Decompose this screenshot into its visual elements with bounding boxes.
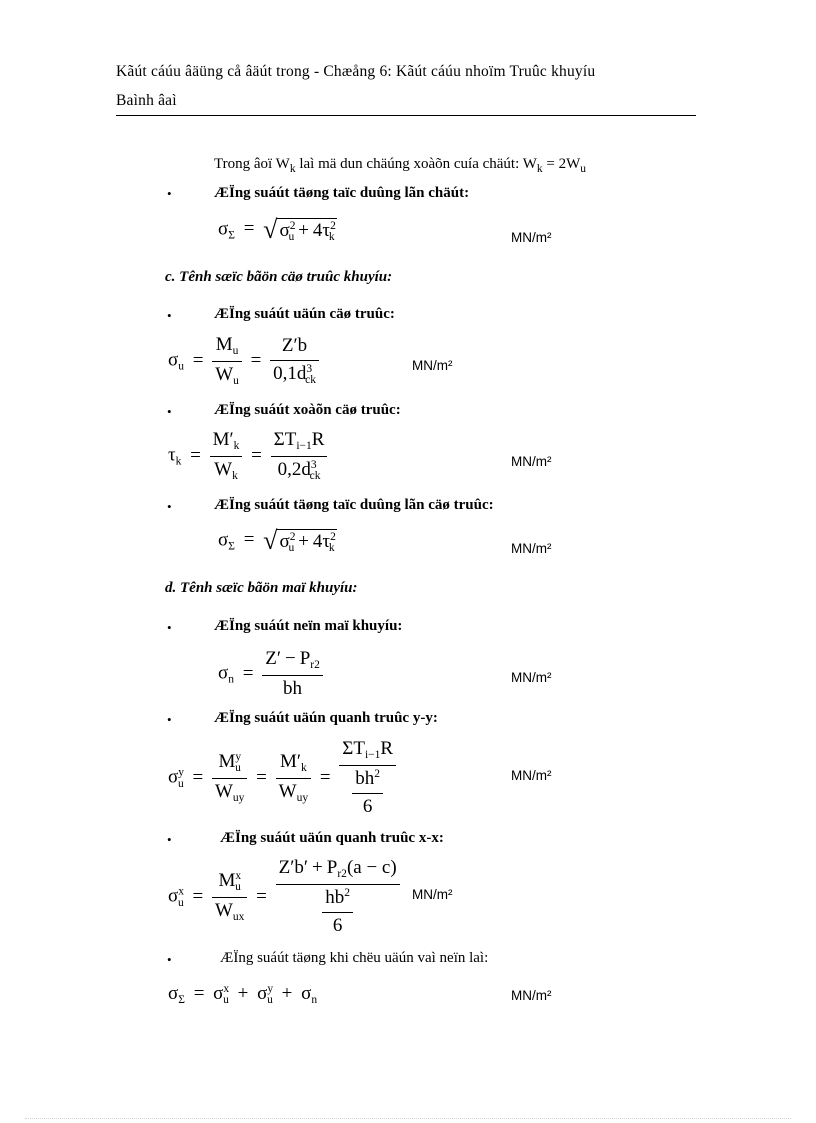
equation-bending-yy: $\sigma^y_u$ = $\frac{M^y_u}{W_{uy}}$ = $\frac{M'_k}{W_{uy}}$ = $\frac{\Sigma T_{i-1}R}{\frac{bh^2}{6}}$ bbox=[168, 738, 396, 818]
section-heading-d: d. Tênh sæïc bãön maï khuyíu: bbox=[165, 580, 358, 596]
bullet-3-marker: • bbox=[167, 404, 172, 419]
bullet-7-text: ÆÏng suáút uäún quanh truûc x-x: bbox=[220, 830, 444, 846]
intro-sentence: Trong âoï $W_k$ laì mä dun chäúng xoàõn cuía chäút: $W_k = 2W_u$ bbox=[214, 156, 587, 175]
running-header-line2: Baình âaì bbox=[116, 92, 177, 109]
equation-torsion-journal: $\tau_k$ = $\frac{M'_k}{W_k}$ = $\frac{\Sigma T_{i-1}R}{0,2d^3_{ck}}$ bbox=[168, 429, 327, 484]
header-rule bbox=[116, 115, 696, 116]
equation-compression-web: $\sigma_n$ = $\frac{Z' - P_{r2}}{bh}$ bbox=[218, 648, 323, 701]
bullet-5-marker: • bbox=[167, 620, 172, 635]
section-heading-c: c. Tênh sæïc bãön cäø truûc khuyíu: bbox=[165, 269, 393, 285]
unit-label: MN/m² bbox=[511, 454, 552, 469]
equation-total-stress-web: $\sigma_\Sigma = \sigma^x_u + \sigma^y_u + \sigma_n$ bbox=[168, 983, 318, 1006]
bullet-1-text: ÆÏng suáút täøng taïc duûng lãn chäút: bbox=[214, 185, 470, 201]
unit-label: MN/m² bbox=[412, 358, 453, 373]
bullet-7-marker: • bbox=[167, 832, 172, 847]
unit-label: MN/m² bbox=[511, 541, 552, 556]
bullet-3-text: ÆÏng suáút xoàõn cäø truûc: bbox=[214, 402, 401, 418]
unit-label: MN/m² bbox=[511, 768, 552, 783]
bullet-5-text: ÆÏng suáút neïn maï khuyíu: bbox=[214, 618, 403, 634]
page-bottom-rule bbox=[25, 1118, 791, 1119]
bullet-6-marker: • bbox=[167, 712, 172, 727]
unit-label: MN/m² bbox=[511, 230, 552, 245]
equation-bending-journal: $\sigma_u$ = $\frac{M_u}{W_u}$ = $\frac{Z'b}{0,1d^3_{ck}}$ bbox=[168, 334, 319, 389]
unit-label: MN/m² bbox=[511, 670, 552, 685]
unit-label: MN/m² bbox=[511, 988, 552, 1003]
bullet-6-text: ÆÏng suáút uäún quanh truûc y-y: bbox=[214, 710, 438, 726]
equation-total-stress-journal: $\sigma_\Sigma$ = √ $\sigma^2_u + 4\tau^2_k$ bbox=[218, 526, 336, 555]
bullet-8-text: ÆÏng suáút täøng khi chëu uäún vaì neïn laì: bbox=[220, 950, 489, 966]
bullet-4-text: ÆÏng suáút täøng taïc duûng lãn cäø truûc: bbox=[214, 497, 494, 513]
bullet-2-text: ÆÏng suáút uäún cäø truûc: bbox=[214, 306, 395, 322]
bullet-8-marker: • bbox=[167, 952, 172, 967]
bullet-2-marker: • bbox=[167, 308, 172, 323]
equation-bending-xx: $\sigma^x_u$ = $\frac{M^x_u}{W_{ux}}$ = $\frac{Z'b' + P_{r2}(a - c)}{\frac{hb^2}{6}}$ bbox=[168, 857, 400, 937]
equation-total-stress-pin: $\sigma_\Sigma$ = √ $\sigma^2_u + 4\tau^2_k$ bbox=[218, 215, 336, 244]
bullet-1-marker: • bbox=[167, 186, 172, 201]
unit-label: MN/m² bbox=[412, 887, 453, 902]
bullet-4-marker: • bbox=[167, 499, 172, 514]
running-header-line1: Kãút cáúu âäüng cå âäút trong - Chæång 6: Kãút cáúu nhoïm Truûc khuyíu bbox=[116, 63, 596, 80]
